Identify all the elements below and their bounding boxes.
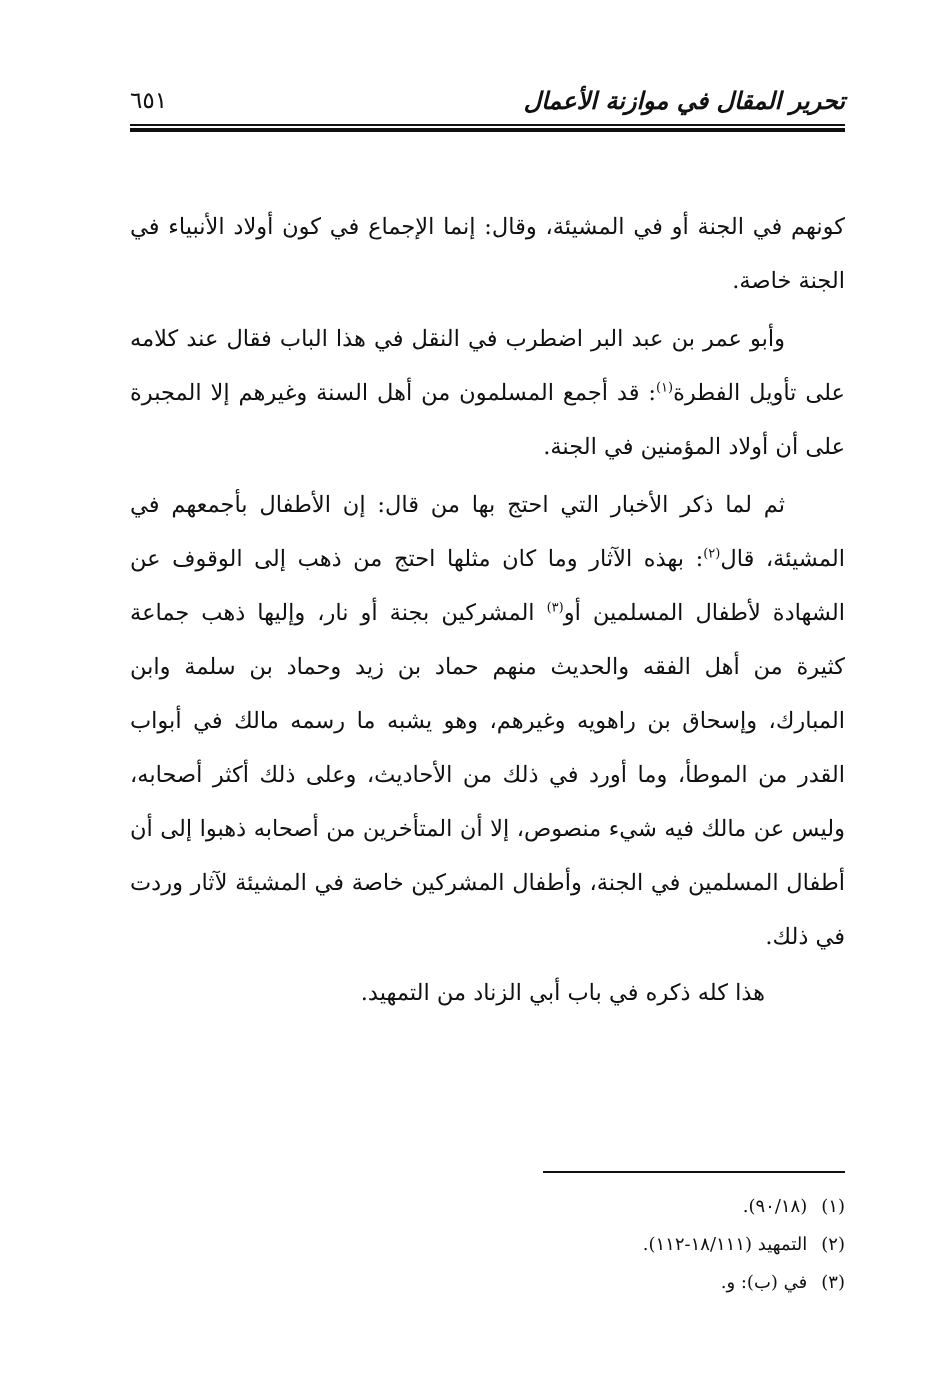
main-text bbox=[130, 200, 845, 1020]
paragraph-3 bbox=[130, 478, 845, 964]
footnotes bbox=[430, 1188, 845, 1302]
paragraph-3-part-c: المشركين بجنة أو نار، وإليها ذهب جماعة كثيرة من أهل الفقه والحديث منهم حماد بن زيد وحماد بن سلمة وابن المبارك، وإسحاق بن راهويه وغيرهم، وهو يشبه ما رسمه مالك في أبواب القدر من الموطأ، وما أورد في ذلك من الأحاديث، وعلى ذلك أكثر أصحابه، وليس عن مالك فيه شيء منصوص، إلا أن المتأخرين من أصحابه ذهبوا إلى أن أطفال المسلمين في الجنة، وأطفال المشركين خاصة في المشيئة لآثار وردت في ذلك. bbox=[130, 600, 845, 950]
footnote-2-text: التمهيد (١٨/١١١-١١٢). bbox=[642, 1234, 808, 1255]
paragraph-3-part-b: : بهذه الآثار وما كان مثلها احتج من ذهب إلى الوقوف عن الشهادة لأطفال المسلمين أو bbox=[130, 546, 846, 626]
paragraph-2 bbox=[130, 312, 845, 474]
page-number: ٦٥١ bbox=[130, 88, 168, 114]
footnote-ref-1[interactable]: (١) bbox=[655, 380, 674, 396]
running-header bbox=[130, 82, 845, 122]
footnote-separator bbox=[543, 1171, 845, 1173]
header-rule-thick bbox=[130, 128, 845, 132]
footnote-3-text: في (ب): و. bbox=[720, 1272, 808, 1293]
paragraph-2-part-b: : قد أجمع المسلمون من أهل السنة وغيرهم إلا المجبرة على أن أولاد المؤمنين في الجنة. bbox=[130, 380, 845, 460]
footnote-3 bbox=[430, 1264, 845, 1302]
footnote-ref-3[interactable]: (٣) bbox=[546, 600, 564, 616]
footnote-2-number: (٢) bbox=[821, 1234, 845, 1255]
footnote-ref-2[interactable]: (٢) bbox=[703, 546, 721, 562]
footnote-3-number: (٣) bbox=[821, 1272, 845, 1293]
paragraph-4: هذا كله ذكره في باب أبي الزناد من التمهيد. bbox=[360, 980, 765, 1006]
running-title: تحرير المقال في موازنة الأعمال bbox=[523, 86, 845, 115]
footnote-1 bbox=[430, 1188, 845, 1226]
footnote-1-text: (٩٠/١٨). bbox=[742, 1196, 808, 1217]
footnote-2 bbox=[430, 1226, 845, 1264]
paragraph-3-part-a: ثم لما ذكر الأخبار التي احتج بها من قال: إن الأطفال بأجمعهم في المشيئة، قال bbox=[130, 492, 845, 572]
paragraph-2-part-a: وأبو عمر بن عبد البر اضطرب في النقل في هذا الباب فقال عند كلامه على تأويل الفطرة bbox=[130, 326, 845, 406]
header-rule-thin bbox=[130, 124, 845, 126]
footnote-1-number: (١) bbox=[821, 1196, 845, 1217]
paragraph-1: كونهم في الجنة أو في المشيئة، وقال: إنما الإجماع في كون أولاد الأنبياء في الجنة خاصة. bbox=[130, 214, 845, 294]
